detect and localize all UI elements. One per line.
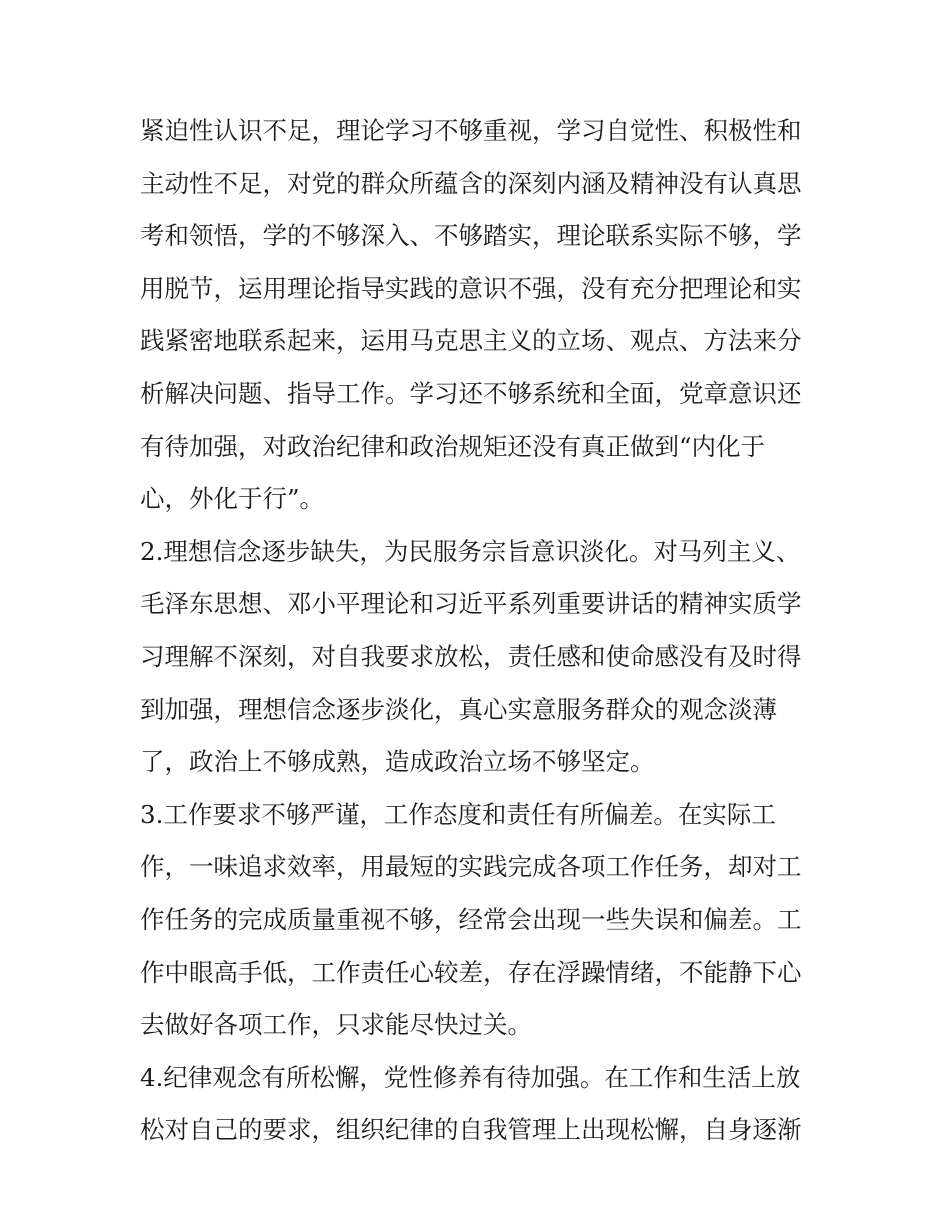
text-line: 践紧密地联系起来，运用马克思主义的立场、观点、方法来分: [140, 326, 802, 356]
text-line: 紧迫性认识不足，理论学习不够重视，学习自觉性、积极性和: [140, 116, 802, 145]
body-text: [140, 105, 820, 1157]
text-line: 作，一味追求效率，用最短的实践完成各项工作任务，却对工: [140, 852, 802, 882]
text-line: 主动性不足，对党的群众所蕴含的深刻内涵及精神没有认真思: [140, 168, 802, 198]
section-4-heading-line: 4.纪律观念有所松懈，党性修养有待加强。在工作和生活上放: [140, 1062, 801, 1092]
text-line: 作任务的完成质量重视不够，经常会出现一些失误和偏差。工: [140, 904, 802, 934]
text-line: 用脱节，运用理论指导实践的意识不强，没有充分把理论和实: [140, 273, 802, 303]
text-line: 到加强，理想信念逐步淡化，真心实意服务群众的观念淡薄: [140, 694, 777, 724]
text-line: 作中眼高手低，工作责任心较差，存在浮躁情绪，不能静下心: [140, 957, 802, 987]
text-line: 去做好各项工作，只求能尽快过关。: [140, 1010, 532, 1040]
text-line: 了，政治上不够成熟，造成政治立场不够坚定。: [140, 747, 655, 777]
text-line: 考和领悟，学的不够深入、不够踏实，理论联系实际不够，学: [140, 221, 802, 251]
text-line: 有待加强，对政治纪律和政治规矩还没有真正做到“内化于: [140, 431, 766, 461]
text-line: 析解决问题、指导工作。学习还不够系统和全面，党章意识还: [140, 378, 802, 408]
text-line: 毛泽东思想、邓小平理论和习近平系列重要讲话的精神实质学: [140, 589, 802, 619]
text-line: 习理解不深刻，对自我要求放松，责任感和使命感没有及时得: [140, 641, 802, 671]
section-3-heading-line: 3.工作要求不够严谨，工作态度和责任有所偏差。在实际工: [140, 799, 776, 829]
text-line: 松对自己的要求，组织纪律的自我管理上出现松懈，自身逐渐: [140, 1115, 802, 1145]
section-2-heading-line: 2.理想信念逐步缺失，为民服务宗旨意识淡化。对马列主义、: [140, 536, 801, 566]
text-line: 心，外化于行”。: [140, 484, 325, 514]
